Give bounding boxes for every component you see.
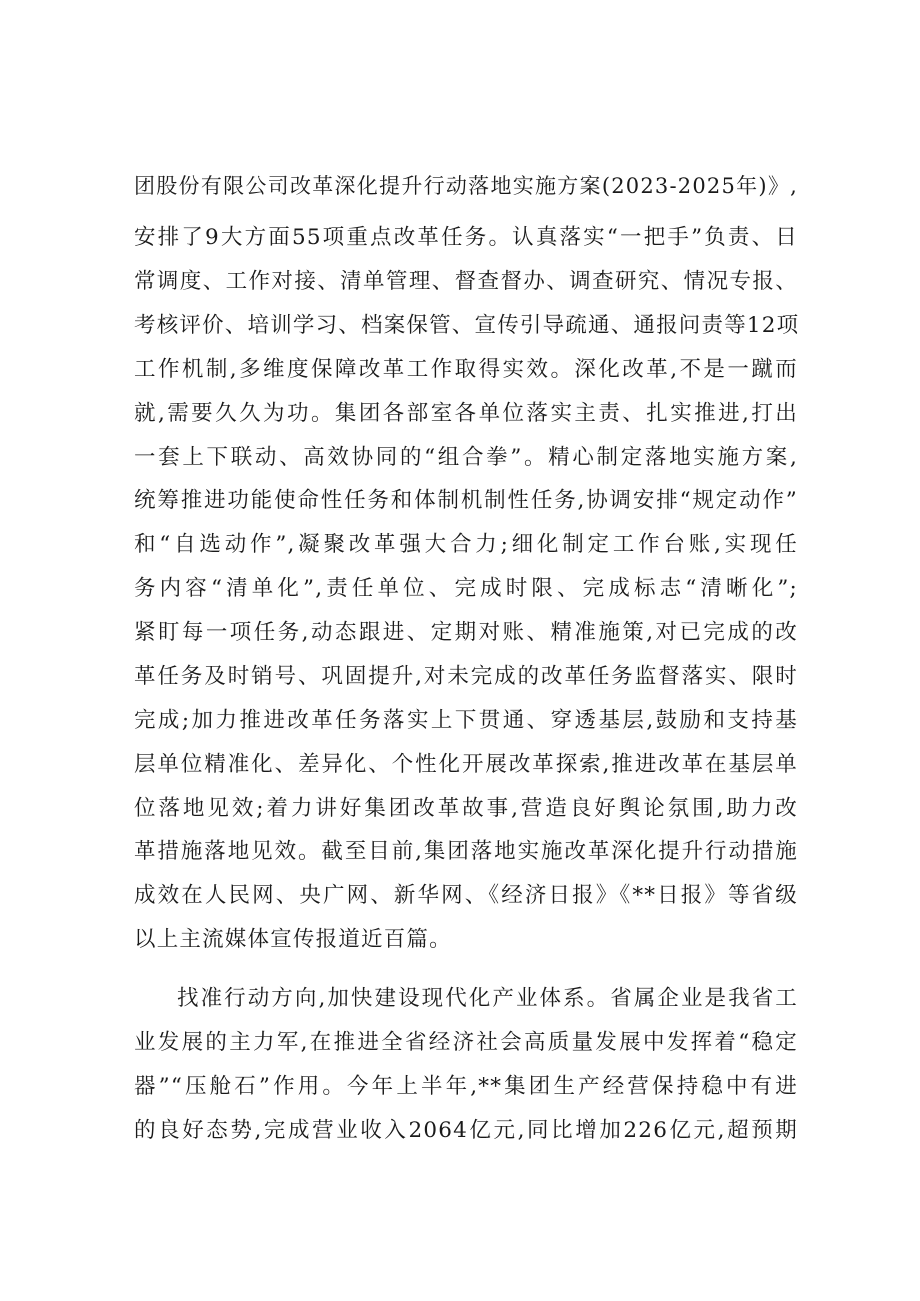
text-line: 考核评价、培训学习、档案保管、宣传引导疏通、通报问责等12项 bbox=[134, 313, 800, 338]
text-line: 层单位精准化、差异化、个性化开展改革探索,推进改革在基层单 bbox=[134, 752, 798, 777]
text-line: 就,需要久久为功。集团各部室各单位落实主责、扎实推进,打出 bbox=[134, 401, 798, 426]
text-line: 一套上下联动、高效协同的“组合拳”。精心制定落地实施方案, bbox=[134, 445, 798, 470]
text-line: 常调度、工作对接、清单管理、督查督办、调查研究、情况专报、 bbox=[134, 269, 798, 294]
text-line: 安排了9大方面55项重点改革任务。认真落实“一把手”负责、日 bbox=[134, 225, 798, 250]
text-line: 紧盯每一项任务,动态跟进、定期对账、精准施策,对已完成的改 bbox=[134, 620, 798, 645]
text-line: 务内容“清单化”,责任单位、完成时限、完成标志“清晰化”; bbox=[134, 576, 798, 601]
text-line: 以上主流媒体宣传报道近百篇。 bbox=[134, 927, 452, 952]
text-line: 和“自选动作”,凝聚改革强大合力;细化制定工作台账,实现任 bbox=[134, 532, 798, 557]
text-line: 革任务及时销号、巩固提升,对未完成的改革任务监督落实、限时 bbox=[134, 664, 798, 689]
text-line: 革措施落地见效。截至目前,集团落地实施改革深化提升行动措施 bbox=[134, 839, 798, 864]
text-line: 找准行动方向,加快建设现代化产业体系。省属企业是我省工 bbox=[177, 986, 798, 1011]
text-line: 的良好态势,完成营业收入2064亿元,同比增加226亿元,超预期 bbox=[134, 1118, 798, 1143]
text-line: 位落地见效;着力讲好集团改革故事,营造良好舆论氛围,助力改 bbox=[134, 796, 798, 821]
text-line: 器”“压舱石”作用。今年上半年,**集团生产经营保持稳中有进 bbox=[134, 1074, 798, 1099]
text-line: 完成;加力推进改革任务落实上下贯通、穿透基层,鼓励和支持基 bbox=[134, 708, 798, 733]
text-line: 团股份有限公司改革深化提升行动落地实施方案(2023-2025年)》, bbox=[134, 174, 798, 198]
text-line: 工作机制,多维度保障改革工作取得实效。深化改革,不是一蹴而 bbox=[134, 357, 798, 382]
text-line: 业发展的主力军,在推进全省经济社会高质量发展中发挥着“稳定 bbox=[134, 1030, 798, 1055]
text-line: 成效在人民网、央广网、新华网、《经济日报》《**日报》等省级 bbox=[134, 883, 798, 908]
text-line: 统筹推进功能使命性任务和体制机制性任务,协调安排“规定动作” bbox=[134, 488, 798, 513]
